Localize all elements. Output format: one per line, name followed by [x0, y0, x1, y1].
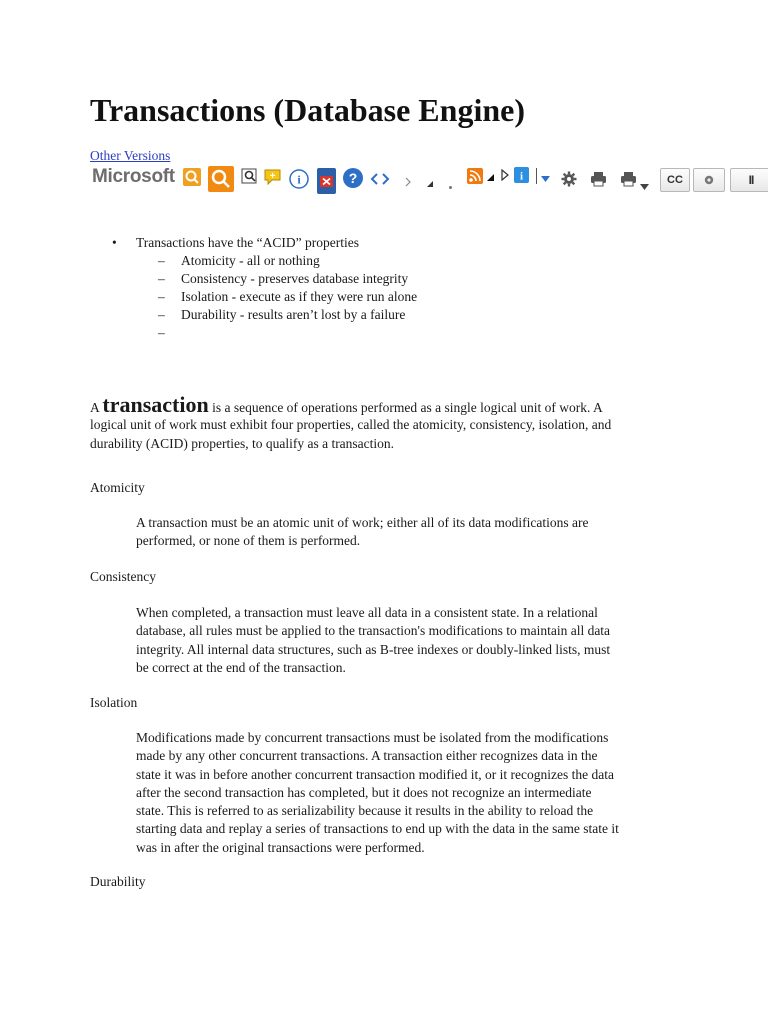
heading-atomicity: Atomicity — [90, 480, 145, 495]
help-icon[interactable] — [342, 167, 364, 194]
intro-line-1 — [90, 392, 690, 417]
intro-line-3: durability (ACID) properties, to qualify as a transaction. — [90, 436, 395, 451]
isolation-line: state it was in before another concurrent transaction modified it, or it recognizes the data — [136, 766, 614, 782]
intro-paragraph — [90, 392, 690, 453]
divider-bar — [536, 168, 537, 184]
consistency-body — [136, 604, 681, 677]
arrow-left-icon[interactable] — [369, 172, 379, 191]
heading-consistency: Consistency — [90, 569, 156, 584]
page-title: Transactions (Database Engine) — [90, 92, 525, 128]
cc-button[interactable]: CC — [660, 168, 690, 192]
dash-glyph: – — [158, 253, 165, 268]
acid-item-durability: Durability - results aren’t lost by a failure — [181, 307, 406, 322]
heading-durability: Durability — [90, 874, 146, 889]
rss-icon[interactable] — [467, 168, 483, 184]
isolation-line: was in after the original transactions were performed. — [136, 839, 425, 855]
acid-item-isolation: Isolation - execute as if they were run alone — [181, 289, 418, 304]
consistency-line: be correct at the end of the transaction. — [136, 659, 346, 675]
settings-button[interactable] — [693, 168, 725, 192]
atomicity-line: A transaction must be an atomic unit of work; either all of its data modifications are — [136, 515, 589, 530]
svg-text:?: ? — [348, 170, 358, 186]
dash-glyph: – — [158, 271, 165, 286]
atomicity-line: performed, or none of them is performed. — [136, 533, 361, 549]
info-box-icon[interactable] — [514, 167, 529, 183]
icon-toolbar — [90, 163, 768, 197]
chevron-down-icon[interactable] — [640, 177, 649, 195]
info-icon[interactable] — [288, 168, 310, 195]
isolation-line: made by any other concurrent transactions. A transaction either recognizes data in the — [136, 748, 598, 764]
bullet-glyph: • — [112, 235, 117, 250]
search-large-icon[interactable] — [208, 166, 234, 192]
zoom-icon[interactable] — [240, 167, 260, 192]
svg-text:i: i — [297, 172, 301, 187]
consistency-line: When completed, a transaction must leave all data in a consistent state. In a relational — [136, 605, 598, 620]
isolation-line: Modifications made by concurrent transactions must be isolated from the modifications — [136, 730, 609, 745]
transaction-keyword: transaction — [102, 392, 209, 417]
intro-line-2: logical unit of work must exhibit four properties, called the atomicity, consistency, isolation, and — [90, 417, 612, 432]
atomicity-body — [136, 514, 681, 551]
search-icon[interactable] — [183, 168, 201, 186]
intro-line-1-rest: is a sequence of operations performed as a single logical unit of work. A — [212, 400, 603, 415]
consistency-line: integrity. All internal data structures, such as B-tree indexes or doubly-linked lists, must — [136, 641, 611, 657]
comment-icon[interactable] — [262, 166, 284, 193]
svg-text:i: i — [519, 170, 524, 183]
acid-list-main: Transactions have the “ACID” properties — [136, 235, 359, 250]
isolation-line: starting data and replay a series of transactions to end up with the data in the same state it — [136, 821, 619, 837]
triangle-up-icon — [426, 175, 434, 193]
dash-glyph: – — [158, 325, 165, 340]
print-options-icon[interactable] — [620, 171, 637, 192]
acid-item-consistency: Consistency - preserves database integrity — [181, 271, 409, 286]
close-icon[interactable] — [317, 168, 336, 194]
svg-text:+: + — [269, 171, 276, 182]
play-outline-icon[interactable] — [500, 168, 510, 186]
acid-item-atomicity: Atomicity - all or nothing — [181, 253, 320, 268]
other-versions-link[interactable]: Other Versions — [90, 148, 171, 163]
print-icon[interactable] — [590, 171, 607, 192]
isolation-body — [136, 729, 681, 857]
intro-lead: A — [90, 400, 100, 415]
dropdown-caret-icon[interactable] — [541, 169, 550, 187]
arrow-right-icon[interactable] — [381, 172, 391, 191]
pause-button[interactable]: II — [730, 168, 768, 192]
microsoft-logo: Microsoft — [92, 166, 175, 187]
consistency-line: database, all rules must be applied to the transaction's modifications to maintain all data — [136, 623, 611, 639]
chevron-right-icon[interactable] — [404, 174, 412, 192]
isolation-line: after the second transaction has completed, but it does not recognize an intermediate — [136, 784, 592, 800]
triangle-icon — [486, 169, 495, 187]
heading-isolation: Isolation — [90, 695, 138, 710]
dash-glyph: – — [158, 289, 165, 304]
isolation-line: state. This is referred to as serializability because it results in the ability to reload the — [136, 803, 594, 819]
dash-glyph: – — [158, 307, 165, 322]
dot-icon — [448, 177, 453, 195]
gear-icon[interactable] — [561, 171, 577, 192]
